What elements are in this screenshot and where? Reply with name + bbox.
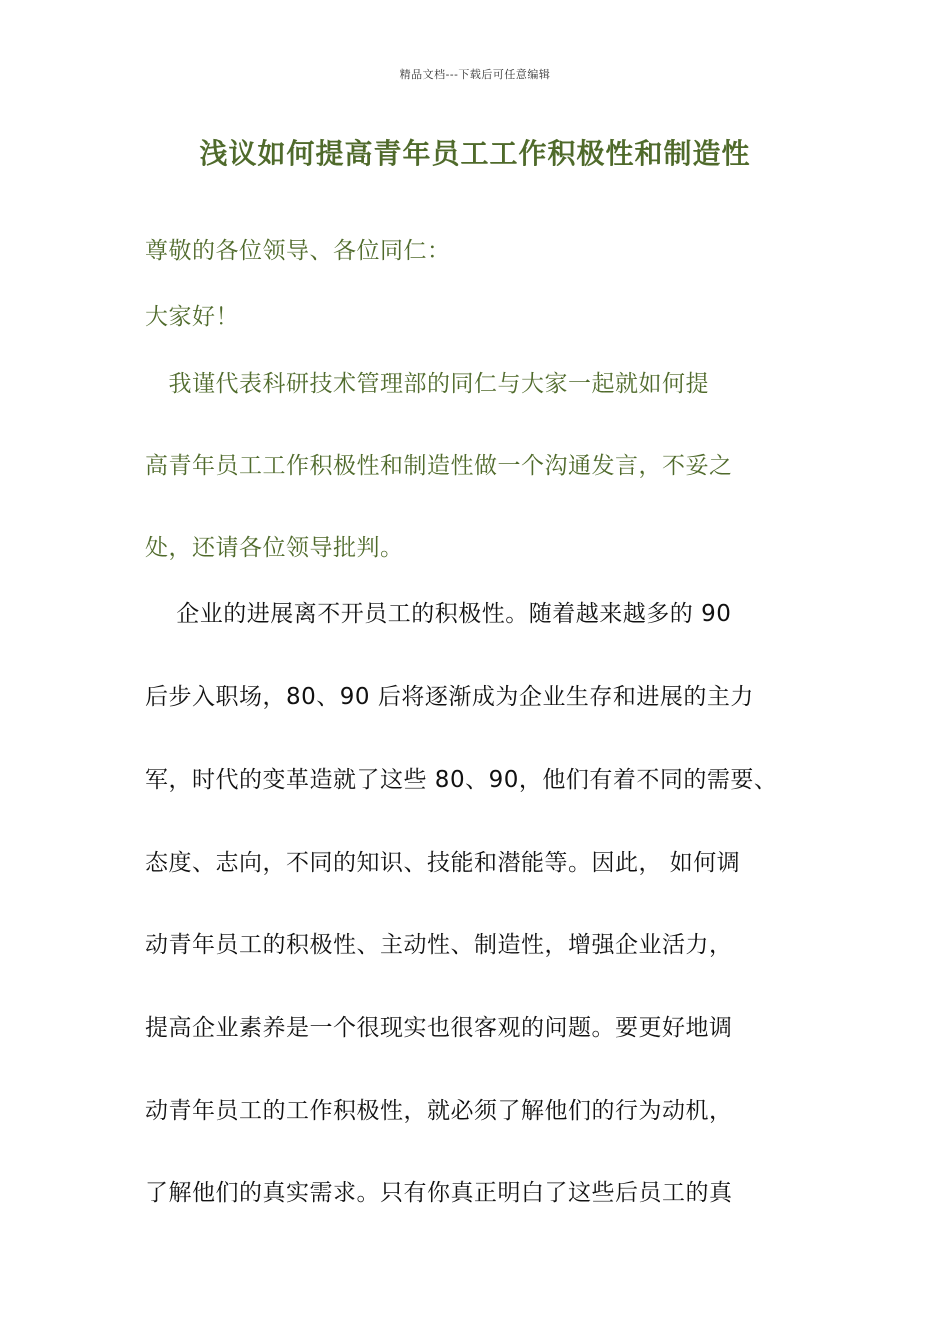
document-title: 浅议如何提高青年员工工作积极性和制造性 xyxy=(199,137,751,170)
paragraph-line: 军，时代的变革造就了这些 80、90，他们有着不同的需要、 xyxy=(145,767,778,793)
paragraph-line: 动青年员工的工作积极性，就必须了解他们的行为动机， xyxy=(145,1098,733,1124)
paragraph-line: 态度、志向，不同的知识、技能和潜能等。因此， 如何调 xyxy=(145,850,741,876)
paragraph-line: 后步入职场，80、90 后将逐渐成为企业生存和进展的主力 xyxy=(145,684,754,710)
paragraph-line: 企业的进展离不开员工的积极性。随着越来越多的 90 xyxy=(145,601,732,627)
paragraph-line: 高青年员工工作积极性和制造性做一个沟通发言，不妥之 xyxy=(145,453,733,479)
greeting-hello: 大家好！ xyxy=(145,304,239,330)
paragraph-line: 我谨代表科研技术管理部的同仁与大家一起就如何提 xyxy=(145,371,709,397)
paragraph-line: 动青年员工的积极性、主动性、制造性，增强企业活力， xyxy=(145,932,733,958)
header-note: 精品文档---下载后可任意编辑 xyxy=(399,68,551,81)
paragraph-line: 了解他们的真实需求。只有你真正明白了这些后员工的真 xyxy=(145,1180,733,1206)
paragraph-line: 处，还请各位领导批判。 xyxy=(145,535,404,561)
paragraph-line: 提高企业素养是一个很现实也很客观的问题。要更好地调 xyxy=(145,1015,733,1041)
salutation: 尊敬的各位领导、各位同仁： xyxy=(145,238,451,264)
